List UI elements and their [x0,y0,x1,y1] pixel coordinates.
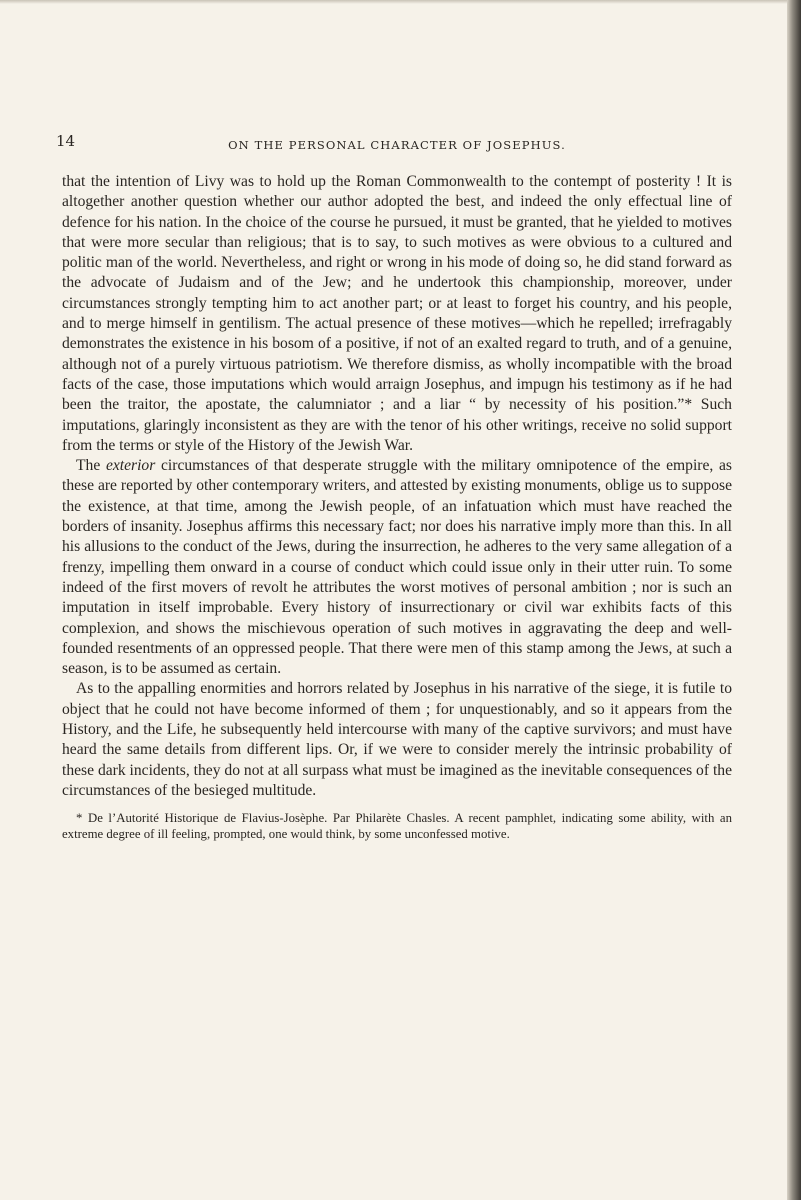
footnote: * De l’Autorité Historique de Flavius-Josèphe. Par Philarète Chasles. A recent pamphlet, indicating some ability, with an extreme degree of ill feeling, prompted, one would think, by some unconfessed motive. [62,811,732,842]
footnote-mark: * [684,396,693,414]
paragraph-2 [62,456,732,679]
running-title: ON THE PERSONAL CHARACTER OF JOSEPHUS. [228,138,566,152]
paragraph-1-continuation: Such imputations, glaringly inconsistent as they are with the tenor of his other writings, receive no solid support from the terms or style of the History of the Jewish War. [62,396,732,454]
paragraph-2-text: circumstances of that desperate struggle with the military omnipotence of the empire, as these are reported by other contemporary writers, and attested by existing monuments, oblige us to suppose the existence, at that time, among the Jewish people, of an infatuation which must have reached the borders of insanity. Josephus affirms this necessary fact; nor does his narrative imply more than this. In all his allusions to the conduct of the Jews, during the insurrection, he adheres to the very same allegation of a frenzy, impelling them onward in a course of conduct which could issue only in their utter ruin. To some indeed of the first movers of revolt he attributes the worst motives of personal ambition ; nor is such an imputation in itself improbable. Every history of insurrectionary or civil war exhibits facts of this complexion, and shows the mischievous operation of such motives in aggravating the deep and well-founded resentments of an oppressed people. That there were men of this stamp among the Jews, at such a season, is to be assumed as certain. [62,457,732,678]
paragraph-3 [62,679,732,801]
paragraph-1 [62,172,732,456]
book-page [56,132,732,843]
page-top-shadow [0,0,787,4]
paragraph-3-text: As to the appalling enormities and horrors related by Josephus in his narrative of the siege, it is futile to object that he could not have become informed of them ; for unquestionably, and so it appears from the History, and the Life, he subsequently held intercourse with many of the captive survivors; and must have heard the same details from different lips. Or, if we were to consider merely the intrinsic probability of these dark incidents, they do not at all surpass what must be imagined as the inevitable consequences of the circumstances of the besieged multitude. [62,680,732,799]
page-edge-shadow [787,0,801,1200]
running-head [56,132,732,166]
page-number: 14 [56,132,76,150]
body-text [62,172,732,801]
italic-word: exterior [105,457,156,475]
paragraph-1-text: that the intention of Livy was to hold up the Roman Commonwealth to the contempt of posterity ! It is altogether another question whether our author adopted the best, and indeed the only effectual line of defence for his nation. In the choice of the course he pursued, it must be granted, that he yielded to motives that were more secular than religious; that is to say, to such motives as were obvious to a cultured and politic man of the world. Nevertheless, and right or wrong in his mode of doing so, he did stand forward as the advocate of Judaism and of the Jew; and he undertook this championship, moreover, under circumstances strongly tempting him to act another part; or at least to forget his country, and his people, and to merge himself in gentilism. The actual presence of these motives—which he repelled; irrefragably demonstrates the existence in his bosom of a positive, if not of an exalted regard to truth, and of a genuine, although not of a purely virtuous patriotism. We therefore dismiss, as wholly incompatible with the broad facts of the case, those imputations which would arraign Josephus, and impugn his testimony as if he had been the traitor, the apostate, the calumniator ; and a liar “ by necessity of his position.” [62,173,732,414]
paragraph-2-lead: The [76,457,106,475]
